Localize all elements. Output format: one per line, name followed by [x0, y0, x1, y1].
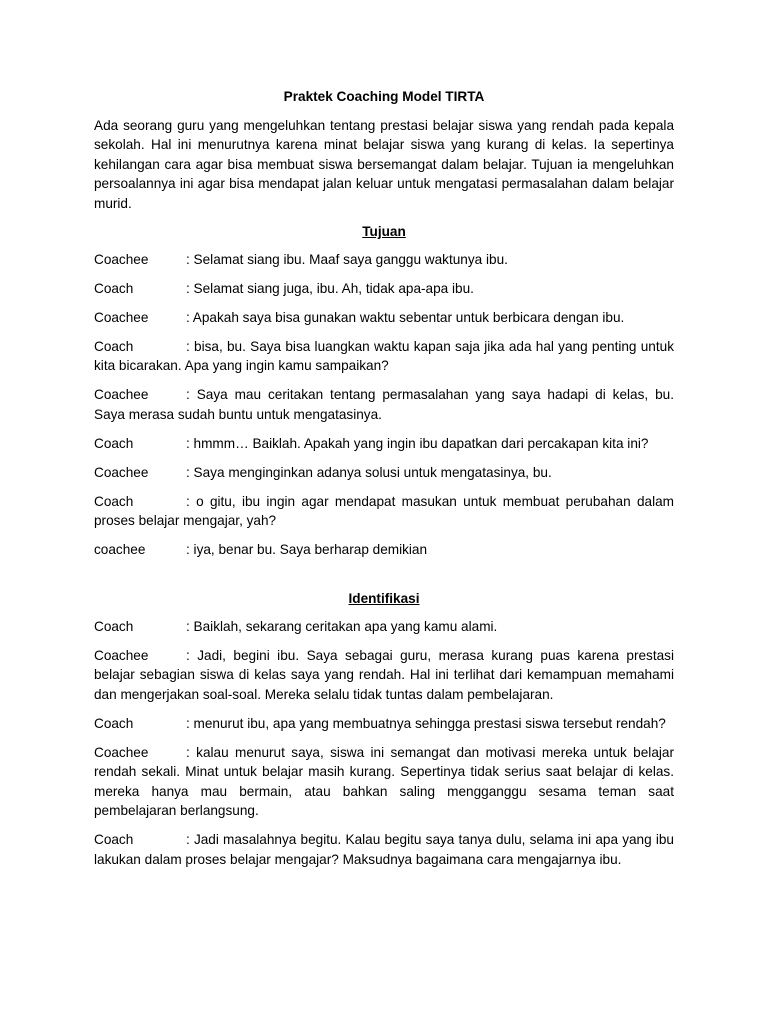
dialogue-text: : iya, benar bu. Saya berharap demikian	[186, 542, 428, 557]
dialogue-line	[94, 743, 674, 821]
speaker-label: Coachee	[94, 309, 149, 325]
dialogue-text: : o gitu, ibu ingin agar mendapat masukan untuk membuat perubahan dalam proses belajar mengajar, yah?	[94, 493, 674, 528]
dialogue-line	[94, 337, 674, 376]
speaker-label: Coach	[94, 618, 134, 634]
dialogue-line	[94, 830, 674, 869]
dialogue-text: : hmmm… Baiklah. Apakah yang ingin ibu dapatkan dari percakapan kita ini?	[186, 435, 649, 451]
speaker-label: Coach	[94, 338, 134, 354]
section-spacer	[94, 569, 674, 589]
speaker-label: Coach	[94, 832, 134, 847]
dialogue-text: : menurut ibu, apa yang membuatnya sehingga prestasi siswa tersebut rendah?	[186, 715, 666, 731]
dialogue-line	[94, 617, 674, 637]
dialogue-line	[94, 540, 674, 560]
document-title: Praktek Coaching Model TIRTA	[283, 89, 485, 104]
dialogue-line	[94, 250, 674, 270]
dialogue-text: : Jadi masalahnya begitu. Kalau begitu saya tanya dulu, selama ini apa yang ibu lakukan dalam proses belajar mengajar? Maksudnya bagaimana cara mengajarnya ibu.	[94, 832, 674, 867]
dialogue-text: : Selamat siang ibu. Maaf saya ganggu waktunya ibu.	[186, 251, 508, 267]
speaker-label: Coachee	[94, 387, 149, 402]
speaker-label: Coachee	[94, 647, 149, 663]
dialogue-line	[94, 646, 674, 705]
dialogue-text: : kalau menurut saya, siswa ini semangat dan motivasi mereka untuk belajar rendah sekali. Minat untuk belajar masih kurang. Sepertinya tidak serius saat belajar di kelas. mereka hanya mau bermain, atau bahkan saling mengganggu sesama teman saat pembelajaran berlangsung.	[94, 744, 674, 818]
dialogue-line	[94, 714, 674, 734]
dialogue-line	[94, 308, 674, 328]
speaker-label: Coachee	[94, 464, 149, 480]
dialogue-line	[94, 492, 674, 531]
section-heading-tujuan: Tujuan	[362, 224, 406, 239]
dialogue-text: : Saya mau ceritakan tentang permasalahan yang saya hadapi di kelas, bu. Saya merasa sudah buntu untuk mengatasinya.	[94, 387, 674, 422]
speaker-label: Coach	[94, 435, 134, 451]
speaker-label: Coach	[94, 280, 134, 296]
speaker-label: coachee	[94, 542, 146, 557]
dialogue-text: : Apakah saya bisa gunakan waktu sebentar untuk berbicara dengan ibu.	[186, 309, 625, 325]
dialogue-text: : Baiklah, sekarang ceritakan apa yang kamu alami.	[186, 618, 498, 634]
dialogue-line	[94, 434, 674, 454]
speaker-label: Coach	[94, 493, 134, 509]
speaker-label: Coach	[94, 715, 134, 731]
intro-paragraph: Ada seorang guru yang mengeluhkan tentang prestasi belajar siswa yang rendah pada kepala sekolah. Hal ini menurutnya karena minat belajar siswa yang kurang di kelas. Ia sepertinya kehilangan cara agar bisa membuat siswa bersemangat dalam belajar. Tujuan ia mengeluhkan persoalannya ini agar bisa mendapat jalan keluar untuk mengatasi permasalahan dalam belajar murid.	[94, 117, 674, 211]
dialogue-text: : Jadi, begini ibu. Saya sebagai guru, merasa kurang puas karena prestasi belajar sebagian siswa di kelas saya yang rendah. Hal ini terlihat dari kemampuan memahami dan mengerjakan soal-soal. Mereka selalu tidak tuntas dalam pembelajaran.	[94, 647, 674, 702]
dialogue-text: : Selamat siang juga, ibu. Ah, tidak apa-apa ibu.	[186, 280, 474, 296]
section-heading-identifikasi: Identifikasi	[348, 591, 420, 606]
speaker-label: Coachee	[94, 251, 149, 267]
dialogue-line	[94, 463, 674, 483]
dialogue-text: : bisa, bu. Saya bisa luangkan waktu kapan saja jika ada hal yang penting untuk kita bicarakan. Apa yang ingin kamu sampaikan?	[94, 338, 674, 373]
dialogue-text: : Saya menginginkan adanya solusi untuk mengatasinya, bu.	[186, 464, 552, 480]
dialogue-line	[94, 385, 674, 424]
dialogue-line	[94, 279, 674, 299]
speaker-label: Coachee	[94, 744, 149, 760]
